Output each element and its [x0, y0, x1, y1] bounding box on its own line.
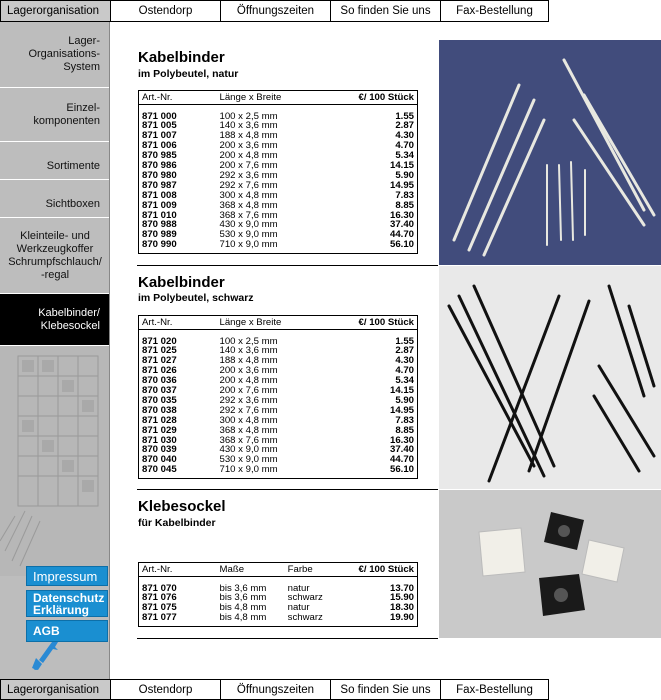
- cell-price: 5.34: [395, 150, 414, 162]
- table-row: [139, 151, 418, 161]
- table-row: [139, 112, 418, 122]
- cell-spec: 300 x 4,8 mm: [219, 414, 278, 426]
- agb-button[interactable]: AGB: [26, 620, 108, 642]
- section-title: Klebesockel: [138, 498, 226, 515]
- datenschutz-label: Datenschutz: [33, 590, 105, 605]
- cable-ties-natural-photo: [439, 40, 661, 265]
- sidebar-item-label: Sichtboxen: [45, 198, 100, 210]
- sidebar-item-label: Schrumpfschlauch/: [8, 255, 102, 268]
- table-row: [139, 376, 418, 386]
- cell-price: 5.90: [395, 169, 414, 181]
- table-row: [139, 436, 418, 446]
- nav-so-finden-sie-uns[interactable]: So finden Sie uns: [330, 0, 441, 22]
- nav-oeffnungszeiten[interactable]: Öffnungszeiten: [220, 679, 331, 700]
- sidebar-item-label: Klebesockel: [40, 319, 100, 332]
- cell-spec: 530 x 9,0 mm: [219, 229, 278, 241]
- section-title: Kabelbinder: [138, 274, 225, 291]
- cell-artnr: 871 077: [142, 612, 177, 624]
- col-header-masse: Maße: [217, 563, 285, 577]
- sidebar-item-sichtboxen[interactable]: [0, 180, 110, 218]
- cell-spec: schwarz: [287, 592, 323, 604]
- sidebar-item-label: Kabelbinder/: [38, 306, 100, 319]
- cell-spec: 200 x 3,6 mm: [219, 365, 278, 377]
- cell-price: 14.95: [389, 404, 414, 416]
- top-nav: [0, 0, 661, 22]
- cell-spec: 368 x 7,6 mm: [219, 434, 278, 446]
- erklaerung-label: Erklärung: [33, 602, 90, 617]
- cell-price: 8.85: [395, 199, 414, 211]
- sidebar-item-kleinteile-werkzeugkoffer[interactable]: [0, 218, 110, 294]
- sidebar-item-einzelkomponenten[interactable]: [0, 88, 110, 142]
- sidebar-item-label: System: [63, 61, 100, 73]
- cell-artnr: 871 006: [142, 140, 177, 152]
- divider: [137, 638, 438, 639]
- table-row: [139, 396, 418, 406]
- cell-price: 4.70: [395, 365, 414, 377]
- cell-artnr: 870 980: [142, 169, 177, 181]
- table-row: [139, 201, 418, 211]
- cell-artnr: 871 020: [142, 335, 177, 347]
- table-row: [139, 386, 418, 396]
- sidebar-item-sortimente[interactable]: [0, 142, 110, 180]
- table-row: [139, 141, 418, 151]
- sidebar-item-kabelbinder-klebesockel[interactable]: [0, 294, 110, 346]
- cell-spec: 200 x 3,6 mm: [219, 140, 278, 152]
- cell-price: 5.34: [395, 375, 414, 387]
- section-kabelbinder-schwarz: [110, 266, 661, 489]
- cell-artnr: 871 070: [142, 582, 177, 594]
- nav-oeffnungszeiten[interactable]: Öffnungszeiten: [220, 0, 331, 22]
- cell-spec: 710 x 9,0 mm: [219, 239, 278, 251]
- sidebar-item-label: Werkzeugkoffer: [16, 242, 94, 255]
- nav-home-lagerorganisation[interactable]: Lagerorganisation: [0, 679, 111, 700]
- product-table: [138, 90, 418, 254]
- cell-price: 37.40: [389, 444, 414, 456]
- cell-artnr: 870 035: [142, 394, 177, 406]
- table-row: [139, 584, 418, 594]
- nav-home-lagerorganisation[interactable]: Lagerorganisation: [0, 0, 111, 22]
- cell-artnr: 870 040: [142, 454, 177, 466]
- product-table: [138, 315, 418, 479]
- sidebar-item-label: Lager-: [68, 35, 100, 47]
- section-subtitle: für Kabelbinder: [138, 517, 216, 529]
- cell-spec: bis 3,6 mm: [219, 592, 267, 604]
- cell-artnr: 871 029: [142, 424, 177, 436]
- sidebar-item-label: Sortimente: [46, 160, 100, 172]
- cell-artnr: 870 985: [142, 150, 177, 162]
- cell-spec: 188 x 4,8 mm: [219, 355, 278, 367]
- cell-spec: 300 x 4,8 mm: [219, 189, 278, 201]
- cell-artnr: 871 027: [142, 355, 177, 367]
- cell-artnr: 871 007: [142, 130, 177, 142]
- cell-price: 5.90: [395, 394, 414, 406]
- nav-so-finden-sie-uns[interactable]: So finden Sie uns: [330, 679, 441, 700]
- section-klebesockel: [110, 490, 661, 638]
- cell-spec: 200 x 7,6 mm: [219, 385, 278, 397]
- nav-ostendorp[interactable]: Ostendorp: [110, 679, 221, 700]
- cell-spec: 188 x 4,8 mm: [219, 130, 278, 142]
- cell-spec: 430 x 9,0 mm: [219, 444, 278, 456]
- cell-spec: natur: [287, 582, 310, 594]
- cell-artnr: 871 010: [142, 209, 177, 221]
- cell-spec: 368 x 4,8 mm: [219, 199, 278, 211]
- cell-artnr: 870 988: [142, 219, 177, 231]
- sidebar-item-label: Organisations-: [28, 48, 100, 60]
- cell-artnr: 871 009: [142, 199, 177, 211]
- cell-price: 7.83: [395, 414, 414, 426]
- table-row: [139, 191, 418, 201]
- table-row: [139, 230, 418, 240]
- cell-price: 4.30: [395, 355, 414, 367]
- cell-price: 7.83: [395, 189, 414, 201]
- cable-ties-black-photo: [439, 266, 661, 489]
- table-row: [139, 455, 418, 465]
- sidebar: [0, 22, 110, 679]
- cell-spec: 368 x 4,8 mm: [219, 424, 278, 436]
- col-header-price: €/ 100 Stück: [338, 563, 418, 577]
- cell-artnr: 870 045: [142, 464, 177, 476]
- sidebar-item-label: Kleinteile- und: [20, 229, 90, 242]
- table-row: [139, 240, 418, 250]
- cell-price: 2.87: [395, 120, 414, 132]
- cell-spec: bis 3,6 mm: [219, 582, 267, 594]
- cell-spec: 200 x 4,8 mm: [219, 150, 278, 162]
- cell-artnr: 870 986: [142, 160, 177, 172]
- cell-spec: 100 x 2,5 mm: [219, 110, 278, 122]
- cell-spec: 292 x 3,6 mm: [219, 394, 278, 406]
- table-row: [139, 211, 418, 221]
- cell-price: 2.87: [395, 345, 414, 357]
- table-row: [139, 181, 418, 191]
- cell-artnr: 871 026: [142, 365, 177, 377]
- impressum-button[interactable]: Impressum: [26, 566, 108, 586]
- sidebar-item-lager-organisations-system[interactable]: [0, 22, 110, 88]
- cell-price: 15.90: [389, 592, 414, 604]
- cell-spec: 100 x 2,5 mm: [219, 335, 278, 347]
- cell-price: 14.95: [389, 179, 414, 191]
- sidebar-item-label: -regal: [40, 268, 70, 281]
- sidebar-item-label: komponenten: [33, 114, 100, 127]
- section-subtitle: im Polybeutel, schwarz: [138, 292, 254, 304]
- cell-price: 8.85: [395, 424, 414, 436]
- table-row: [139, 337, 418, 347]
- table-row: [139, 366, 418, 376]
- col-header-price: €/ 100 Stück: [322, 91, 418, 105]
- cell-spec: 292 x 7,6 mm: [219, 179, 278, 191]
- cell-artnr: 871 000: [142, 110, 177, 122]
- cell-price: 18.30: [389, 602, 414, 614]
- table-row: [139, 426, 418, 436]
- table-row: [139, 220, 418, 230]
- col-header-artnr: Art.-Nr.: [139, 563, 217, 577]
- cell-artnr: 870 987: [142, 179, 177, 191]
- cell-spec: 140 x 3,6 mm: [219, 120, 278, 132]
- cell-spec: schwarz: [287, 612, 323, 624]
- cell-spec: 430 x 9,0 mm: [219, 219, 278, 231]
- cell-spec: 530 x 9,0 mm: [219, 454, 278, 466]
- cell-artnr: 871 076: [142, 592, 177, 604]
- sidebar-item-label: Einzel-: [66, 101, 100, 114]
- cell-artnr: 870 038: [142, 404, 177, 416]
- cell-price: 44.70: [389, 229, 414, 241]
- nav-ostendorp[interactable]: Ostendorp: [110, 0, 221, 22]
- cell-artnr: 870 990: [142, 239, 177, 251]
- cell-artnr: 870 039: [142, 444, 177, 456]
- cell-artnr: 871 075: [142, 602, 177, 614]
- table-row: [139, 445, 418, 455]
- nav-fax-bestellung[interactable]: Fax-Bestellung: [440, 0, 549, 22]
- cell-artnr: 871 030: [142, 434, 177, 446]
- cell-spec: 292 x 3,6 mm: [219, 169, 278, 181]
- wrench-icon[interactable]: [30, 640, 62, 672]
- cell-price: 44.70: [389, 454, 414, 466]
- col-header-price: €/ 100 Stück: [322, 316, 418, 330]
- cell-spec: bis 4,8 mm: [219, 602, 267, 614]
- cell-artnr: 871 008: [142, 189, 177, 201]
- cell-price: 56.10: [389, 464, 414, 476]
- product-table: [138, 562, 418, 627]
- table-row: [139, 603, 418, 613]
- cell-spec: 140 x 3,6 mm: [219, 345, 278, 357]
- cell-spec: 292 x 7,6 mm: [219, 404, 278, 416]
- datenschutz-button[interactable]: [26, 590, 108, 617]
- table-row: [139, 171, 418, 181]
- col-header-artnr: Art.-Nr.: [139, 91, 217, 105]
- bottom-nav: [0, 679, 661, 700]
- table-row: [139, 131, 418, 141]
- cell-spec: 200 x 4,8 mm: [219, 375, 278, 387]
- shelf-rack-image: [0, 346, 110, 576]
- cell-artnr: 870 989: [142, 229, 177, 241]
- cell-price: 14.15: [389, 160, 414, 172]
- col-header-size: Länge x Breite: [217, 316, 322, 330]
- table-row: [139, 593, 418, 603]
- col-header-artnr: Art.-Nr.: [139, 316, 217, 330]
- cell-price: 16.30: [389, 209, 414, 221]
- table-row: [139, 416, 418, 426]
- table-row: [139, 121, 418, 131]
- section-kabelbinder-natur: [110, 40, 661, 265]
- cell-price: 16.30: [389, 434, 414, 446]
- cell-price: 4.30: [395, 130, 414, 142]
- col-header-size: Länge x Breite: [217, 91, 322, 105]
- table-row: [139, 406, 418, 416]
- cell-artnr: 871 025: [142, 345, 177, 357]
- nav-fax-bestellung[interactable]: Fax-Bestellung: [440, 679, 549, 700]
- cell-spec: 200 x 7,6 mm: [219, 160, 278, 172]
- cell-price: 4.70: [395, 140, 414, 152]
- cell-artnr: 871 028: [142, 414, 177, 426]
- table-row: [139, 356, 418, 366]
- cell-spec: natur: [287, 602, 310, 614]
- table-row: [139, 465, 418, 475]
- cell-price: 14.15: [389, 385, 414, 397]
- cell-price: 37.40: [389, 219, 414, 231]
- adhesive-mounts-photo: [439, 490, 661, 638]
- col-header-farbe: Farbe: [285, 563, 338, 577]
- cell-price: 1.55: [395, 335, 414, 347]
- cell-spec: 710 x 9,0 mm: [219, 464, 278, 476]
- section-title: Kabelbinder: [138, 49, 225, 66]
- cell-spec: bis 4,8 mm: [219, 612, 267, 624]
- cell-price: 56.10: [389, 239, 414, 251]
- cell-price: 13.70: [389, 582, 414, 594]
- cell-price: 1.55: [395, 110, 414, 122]
- section-subtitle: im Polybeutel, natur: [138, 68, 239, 80]
- table-row: [139, 346, 418, 356]
- cell-spec: 368 x 7,6 mm: [219, 209, 278, 221]
- cell-artnr: 870 036: [142, 375, 177, 387]
- cell-artnr: 870 037: [142, 385, 177, 397]
- table-row: [139, 613, 418, 623]
- cell-artnr: 871 005: [142, 120, 177, 132]
- table-row: [139, 161, 418, 171]
- cell-price: 19.90: [389, 612, 414, 624]
